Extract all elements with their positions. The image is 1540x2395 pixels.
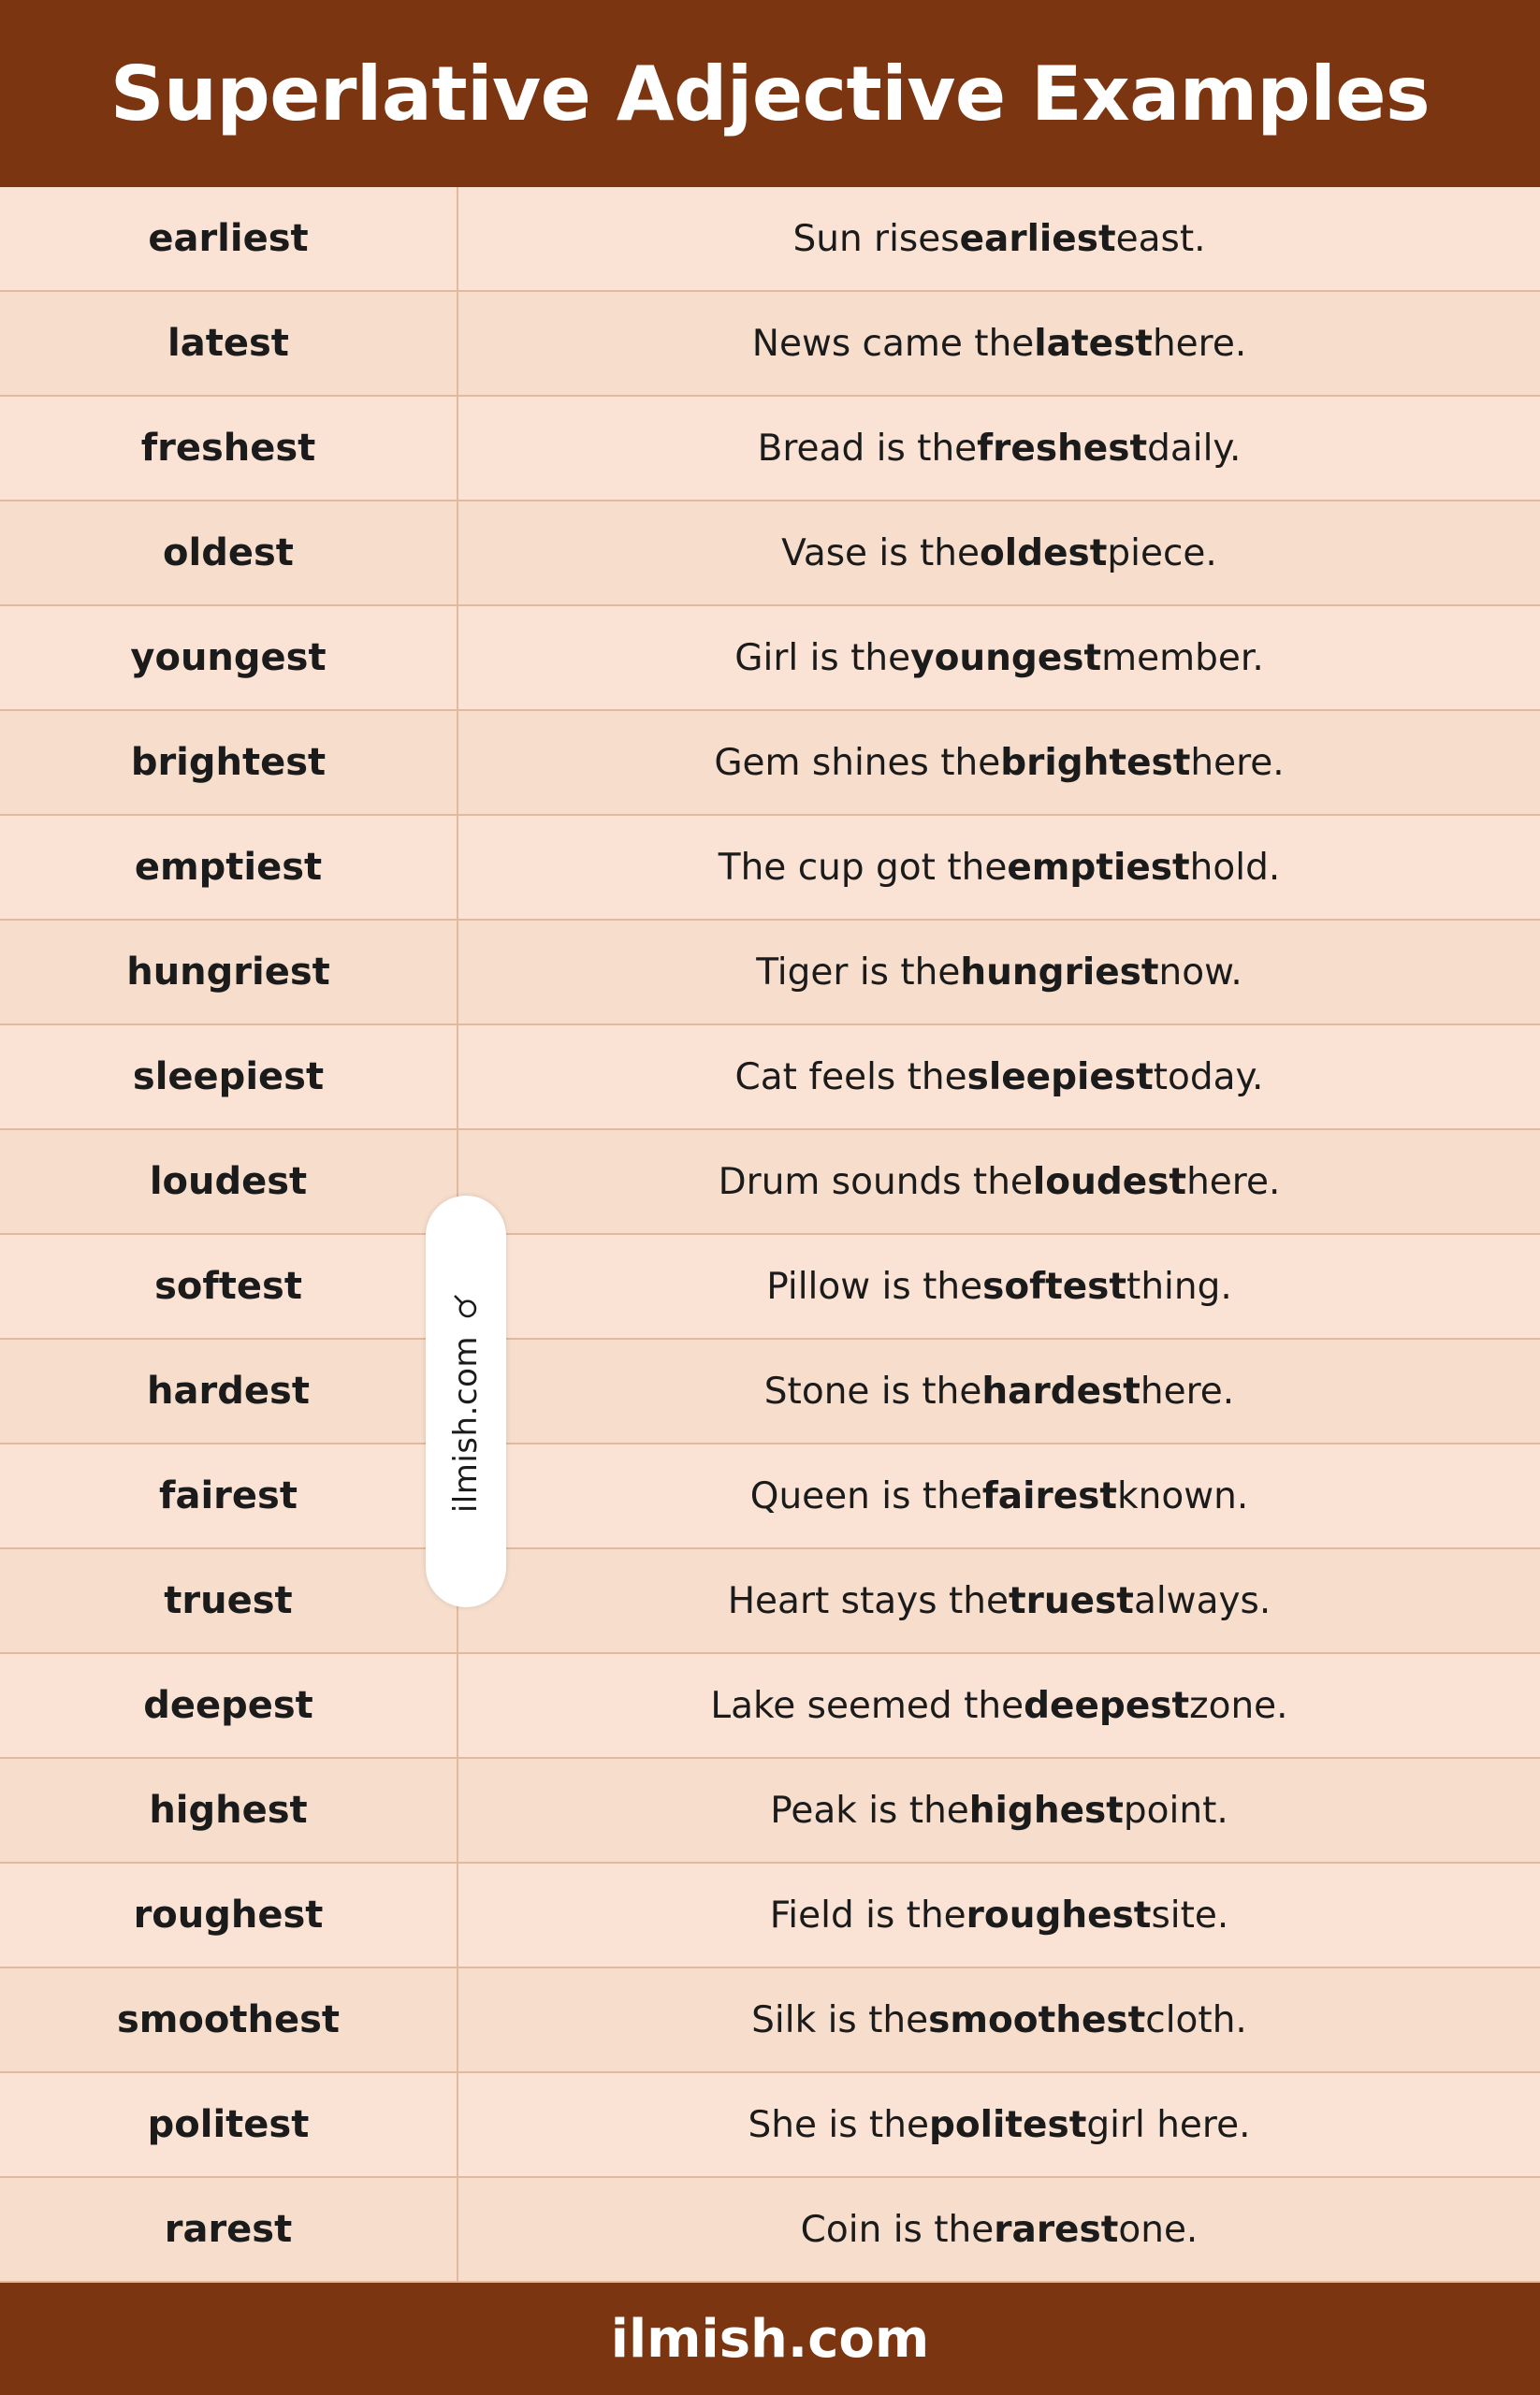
example-sentence bbox=[458, 606, 1540, 709]
sentence-suffix: thing. bbox=[1126, 1265, 1232, 1308]
example-sentence bbox=[458, 1864, 1540, 1967]
adjective-word: deepest bbox=[0, 1654, 458, 1757]
example-sentence bbox=[458, 1340, 1540, 1443]
sentence-highlight: earliest bbox=[959, 217, 1116, 260]
adjective-word: hardest bbox=[0, 1340, 458, 1443]
sentence-prefix: Girl is the bbox=[734, 636, 911, 679]
table-row bbox=[0, 1130, 1540, 1235]
sentence-prefix: Queen is the bbox=[749, 1474, 982, 1517]
watermark-badge bbox=[426, 1196, 506, 1607]
table-row bbox=[0, 2178, 1540, 2283]
sentence-suffix: known. bbox=[1117, 1474, 1249, 1517]
example-sentence bbox=[458, 187, 1540, 290]
sentence-highlight: sleepiest bbox=[966, 1055, 1154, 1098]
sentence-suffix: point. bbox=[1123, 1789, 1228, 1832]
example-sentence bbox=[458, 1025, 1540, 1128]
example-sentence bbox=[458, 1968, 1540, 2071]
examples-table bbox=[0, 187, 1540, 2283]
watermark-label: ilmish.com bbox=[447, 1336, 485, 1514]
example-sentence bbox=[458, 2073, 1540, 2176]
sentence-prefix: Bread is the bbox=[757, 427, 978, 470]
adjective-word: freshest bbox=[0, 397, 458, 500]
search-icon bbox=[452, 1289, 480, 1321]
example-sentence bbox=[458, 1444, 1540, 1547]
sentence-highlight: highest bbox=[968, 1789, 1124, 1832]
adjective-word: fairest bbox=[0, 1444, 458, 1547]
adjective-word: youngest bbox=[0, 606, 458, 709]
sentence-highlight: smoothest bbox=[928, 1998, 1146, 2041]
sentence-highlight: softest bbox=[982, 1265, 1127, 1308]
table-row bbox=[0, 292, 1540, 397]
sentence-prefix: Sun rises bbox=[792, 217, 960, 260]
sentence-suffix: here. bbox=[1190, 741, 1285, 784]
table-row bbox=[0, 1340, 1540, 1444]
sentence-prefix: Coin is the bbox=[800, 2208, 995, 2251]
table-row bbox=[0, 1235, 1540, 1340]
adjective-word: politest bbox=[0, 2073, 458, 2176]
sentence-highlight: roughest bbox=[966, 1894, 1152, 1937]
sentence-prefix: Gem shines the bbox=[714, 741, 1001, 784]
sentence-highlight: latest bbox=[1034, 322, 1153, 365]
example-sentence bbox=[458, 2178, 1540, 2281]
sentence-prefix: Cat feels the bbox=[734, 1055, 967, 1098]
adjective-word: softest bbox=[0, 1235, 458, 1338]
sentence-prefix: The cup got the bbox=[718, 846, 1008, 889]
sentence-prefix: She is the bbox=[748, 2103, 929, 2146]
sentence-highlight: emptiest bbox=[1007, 846, 1190, 889]
table-row bbox=[0, 816, 1540, 921]
sentence-suffix: today. bbox=[1153, 1055, 1264, 1098]
sentence-suffix: daily. bbox=[1147, 427, 1242, 470]
sentence-prefix: Field is the bbox=[769, 1894, 966, 1937]
adjective-word: rarest bbox=[0, 2178, 458, 2281]
sentence-highlight: freshest bbox=[977, 427, 1148, 470]
table-row bbox=[0, 501, 1540, 606]
sentence-suffix: now. bbox=[1158, 951, 1242, 994]
sentence-suffix: always. bbox=[1133, 1579, 1271, 1622]
sentence-prefix: Silk is the bbox=[751, 1998, 929, 2041]
sentence-suffix: girl here. bbox=[1086, 2103, 1251, 2146]
sentence-highlight: oldest bbox=[980, 531, 1108, 574]
adjective-word: earliest bbox=[0, 187, 458, 290]
sentence-suffix: east. bbox=[1115, 217, 1206, 260]
example-sentence bbox=[458, 921, 1540, 1023]
adjective-word: hungriest bbox=[0, 921, 458, 1023]
sentence-suffix: here. bbox=[1186, 1160, 1281, 1203]
sentence-suffix: here. bbox=[1140, 1370, 1235, 1413]
sentence-highlight: brightest bbox=[1000, 741, 1191, 784]
sentence-prefix: News came the bbox=[751, 322, 1035, 365]
sentence-highlight: hungriest bbox=[960, 951, 1159, 994]
table-row bbox=[0, 1549, 1540, 1654]
adjective-word: highest bbox=[0, 1759, 458, 1862]
example-sentence bbox=[458, 501, 1540, 604]
adjective-word: roughest bbox=[0, 1864, 458, 1967]
sentence-suffix: here. bbox=[1152, 322, 1247, 365]
example-sentence bbox=[458, 1549, 1540, 1652]
sentence-highlight: politest bbox=[928, 2103, 1087, 2146]
sentence-prefix: Lake seemed the bbox=[710, 1684, 1024, 1727]
sentence-suffix: member. bbox=[1101, 636, 1264, 679]
sentence-suffix: zone. bbox=[1189, 1684, 1288, 1727]
sentence-prefix: Vase is the bbox=[781, 531, 980, 574]
adjective-word: sleepiest bbox=[0, 1025, 458, 1128]
table-row bbox=[0, 606, 1540, 711]
sentence-highlight: truest bbox=[1008, 1579, 1134, 1622]
sentence-prefix: Stone is the bbox=[763, 1370, 982, 1413]
table-row bbox=[0, 1968, 1540, 2073]
sentence-prefix: Drum sounds the bbox=[718, 1160, 1033, 1203]
adjective-word: loudest bbox=[0, 1130, 458, 1233]
table-row bbox=[0, 711, 1540, 816]
example-sentence bbox=[458, 1759, 1540, 1862]
table-row bbox=[0, 1654, 1540, 1759]
sentence-prefix: Heart stays the bbox=[727, 1579, 1009, 1622]
example-sentence bbox=[458, 397, 1540, 500]
example-sentence bbox=[458, 292, 1540, 395]
sentence-suffix: hold. bbox=[1189, 846, 1281, 889]
table-row bbox=[0, 2073, 1540, 2178]
sentence-suffix: site. bbox=[1151, 1894, 1229, 1937]
adjective-word: emptiest bbox=[0, 816, 458, 919]
sentence-prefix: Peak is the bbox=[770, 1789, 969, 1832]
sentence-suffix: piece. bbox=[1107, 531, 1217, 574]
example-sentence bbox=[458, 1235, 1540, 1338]
sentence-highlight: loudest bbox=[1032, 1160, 1187, 1203]
adjective-word: smoothest bbox=[0, 1968, 458, 2071]
sentence-highlight: rarest bbox=[994, 2208, 1119, 2251]
table-row bbox=[0, 1759, 1540, 1864]
sentence-suffix: one. bbox=[1118, 2208, 1199, 2251]
sentence-prefix: Tiger is the bbox=[756, 951, 961, 994]
table-row bbox=[0, 187, 1540, 292]
page-title: Superlative Adjective Examples bbox=[0, 0, 1540, 187]
sentence-highlight: fairest bbox=[981, 1474, 1118, 1517]
adjective-word: latest bbox=[0, 292, 458, 395]
table-row bbox=[0, 1444, 1540, 1549]
adjective-word: oldest bbox=[0, 501, 458, 604]
example-sentence bbox=[458, 1654, 1540, 1757]
sentence-highlight: youngest bbox=[910, 636, 1102, 679]
table-row bbox=[0, 921, 1540, 1025]
example-sentence bbox=[458, 711, 1540, 814]
sentence-highlight: deepest bbox=[1024, 1684, 1190, 1727]
example-sentence bbox=[458, 1130, 1540, 1233]
sentence-suffix: cloth. bbox=[1145, 1998, 1247, 2041]
adjective-word: truest bbox=[0, 1549, 458, 1652]
table-row bbox=[0, 1864, 1540, 1968]
table-row bbox=[0, 1025, 1540, 1130]
adjective-word: brightest bbox=[0, 711, 458, 814]
footer-site-label: ilmish.com bbox=[0, 2283, 1540, 2395]
table-row bbox=[0, 397, 1540, 501]
example-sentence bbox=[458, 816, 1540, 919]
sentence-prefix: Pillow is the bbox=[766, 1265, 983, 1308]
sentence-highlight: hardest bbox=[981, 1370, 1140, 1413]
